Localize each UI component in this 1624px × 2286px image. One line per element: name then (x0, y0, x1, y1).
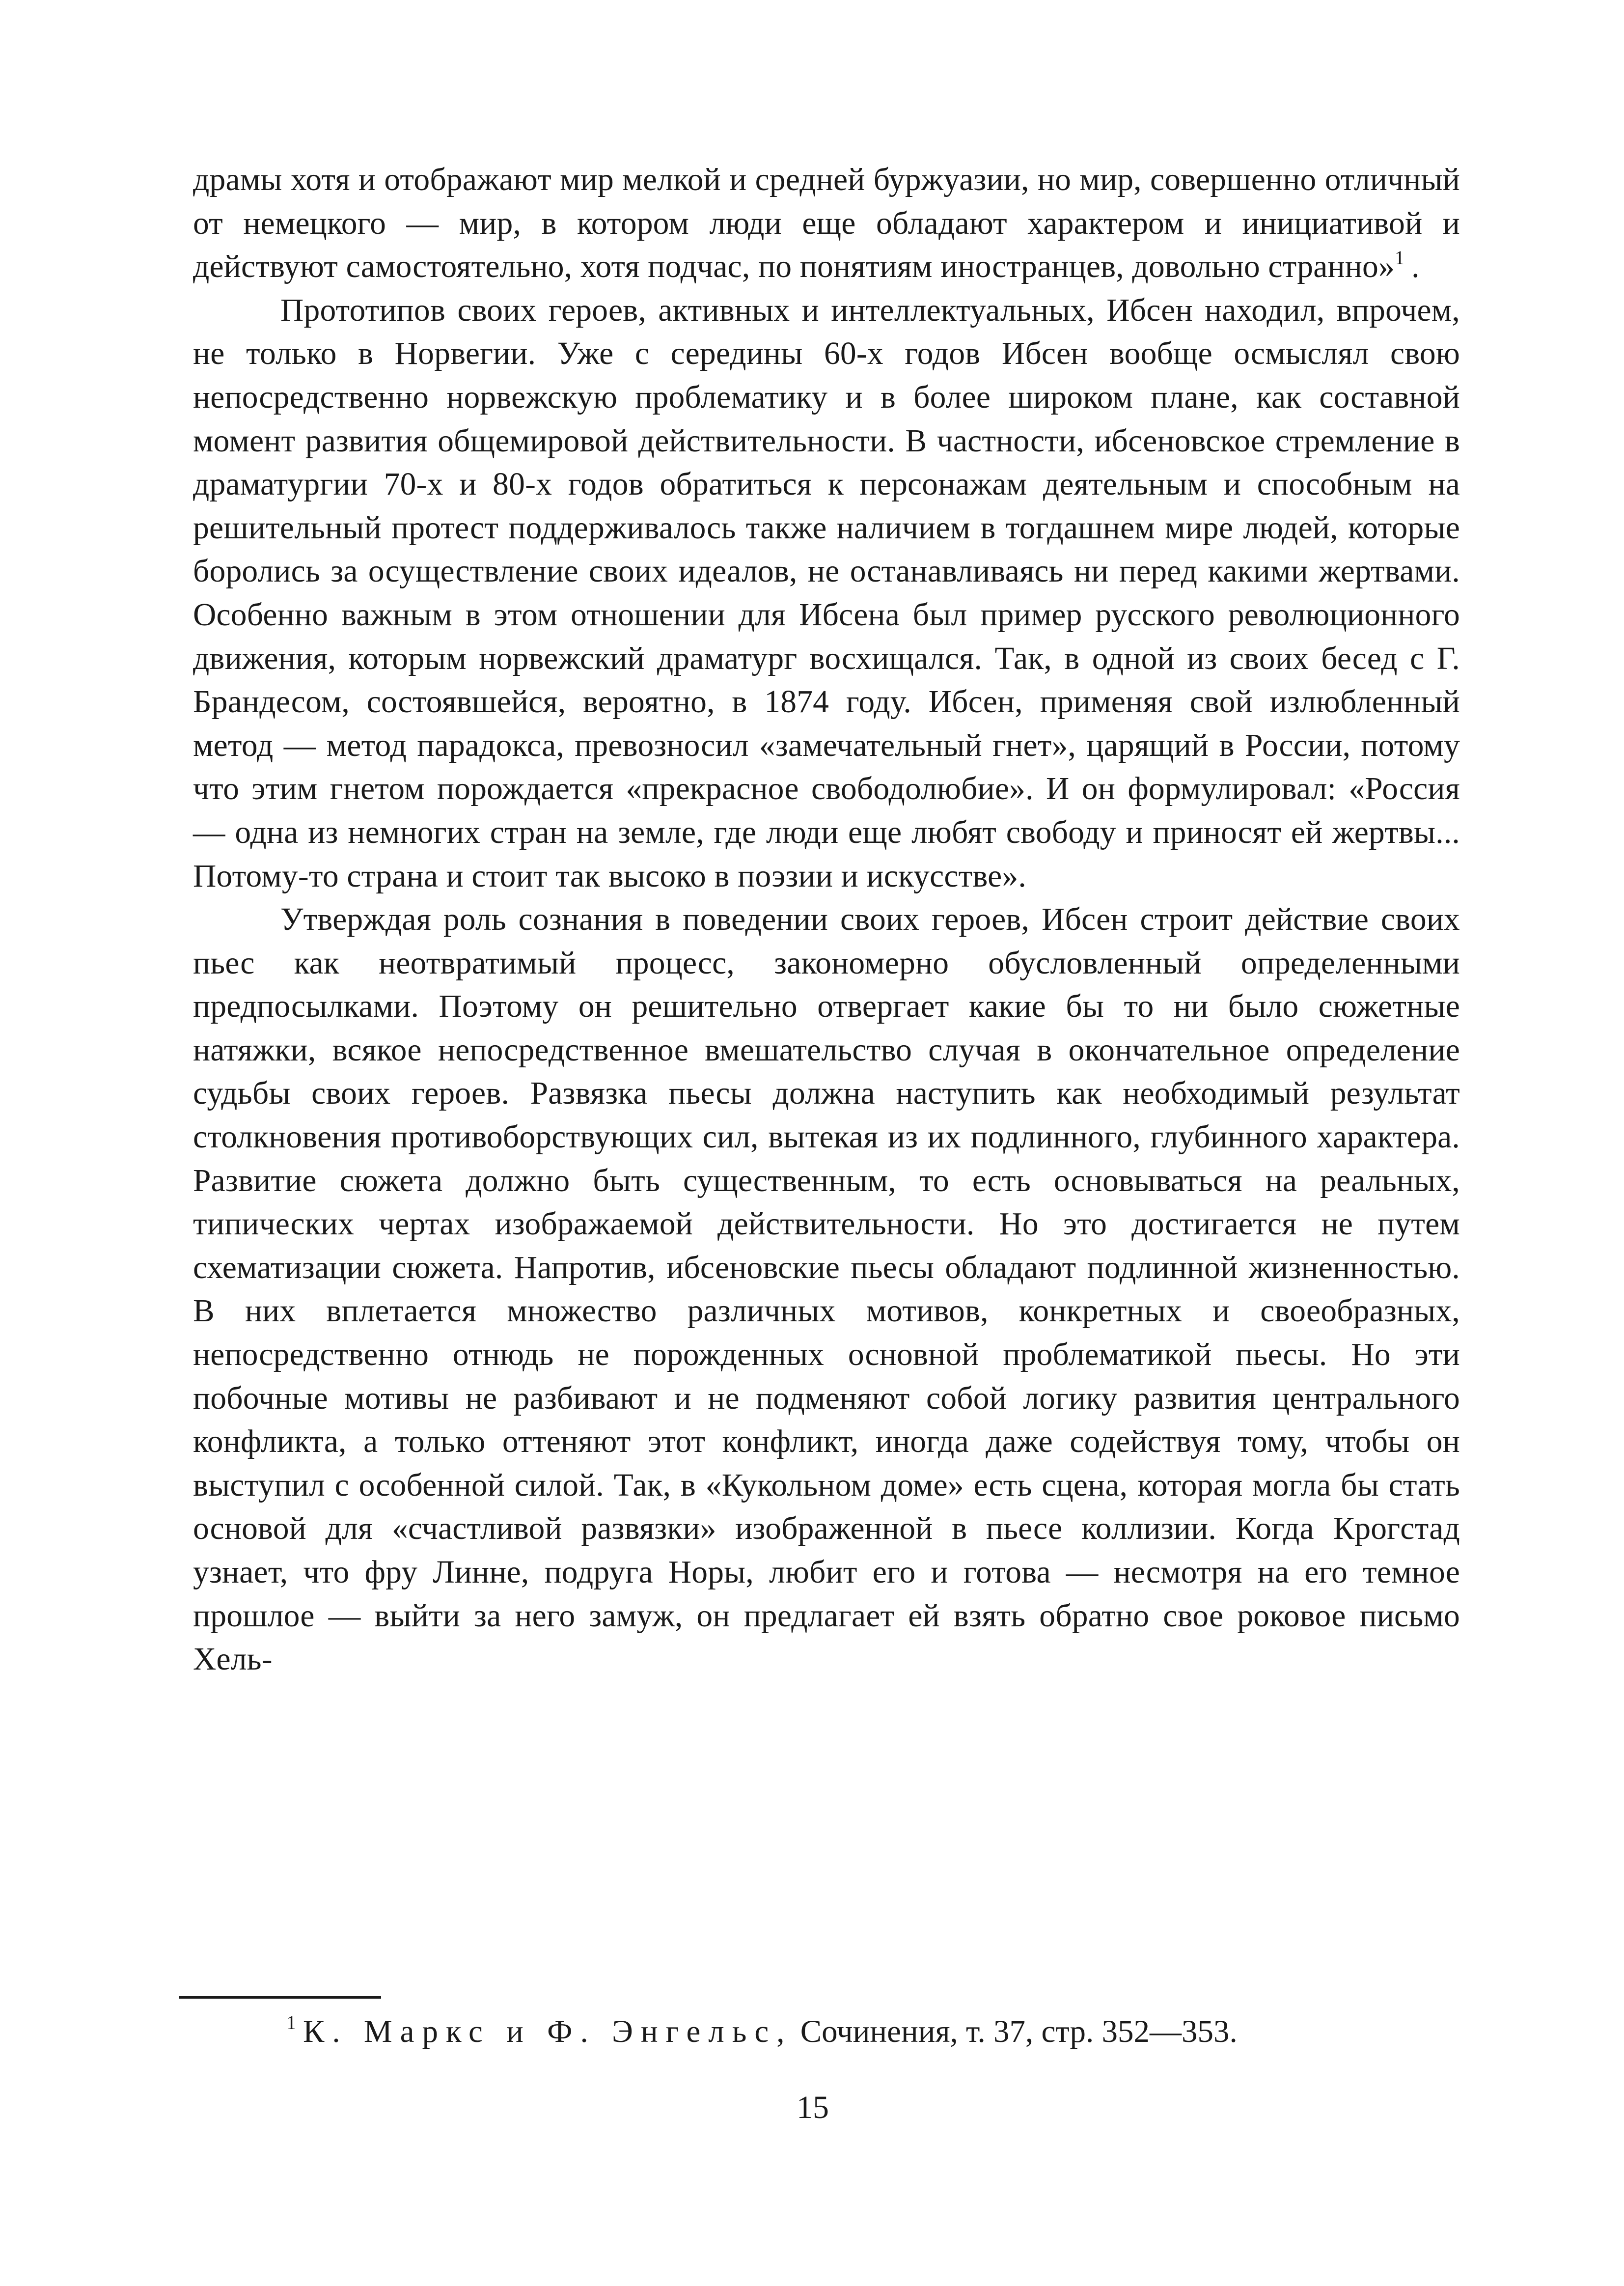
footnote-divider (179, 1996, 381, 1999)
footnote-reference: 1 (1394, 247, 1405, 269)
footnote-authors: К. Маркс и Ф. Энгельс, (303, 2014, 793, 2049)
paragraph-1 (193, 158, 1460, 289)
footnote-source: Сочинения, т. 37, стр. 352—353. (800, 2014, 1238, 2049)
paragraph-3: Утверждая роль сознания в поведении своих героев, Ибсен строит действие своих пьес как неотвратимый процесс, закономерно обусловленный определенными предпосылками. Поэтому он решительно отвергает какие бы то ни было сюжетные натяжки, всякое непосредственное вмешательство случая в окончательное определение судьбы своих героев. Развязка пьесы должна наступить как необходимый результат столкновения противоборствующих сил, вытекая из их подлинного, глубинного характера. Развитие сюжета должно быть существенным, то есть основываться на реальных, типических чертах изображаемой действительности. Но это достигается не путем схематизации сюжета. Напротив, ибсеновские пьесы обладают подлинной жизненностью. В них вплетается множество различных мотивов, конкретных и своеобразных, непосредственно отнюдь не порожденных основной проблематикой пьесы. Но эти побочные мотивы не разбивают и не подменяют собой логику развития центрального конфликта, а только оттеняют этот конфликт, иногда даже содействуя тому, чтобы он выступил с особенной силой. Так, в «Кукольном доме» есть сцена, которая могла бы стать основой для «счастливой развязки» изображенной в пьесе коллизии. Когда Крогстад узнает, что фру Линне, подруга Норы, любит его и готова — несмотря на его темное прошлое — выйти за него замуж, он предлагает ей взять обратно свое роковое письмо Хель- (193, 902, 1460, 1677)
paragraph-1-tail: . (1411, 249, 1420, 285)
footnote-mark: 1 (286, 2011, 296, 2034)
paragraph-2: Прототипов своих героев, активных и интеллектуальных, Ибсен находил, впрочем, не только в Норвегии. Уже с середины 60-х годов Ибсен вообще осмыслял свою непосредственно норвежскую проблематику и в более широком плане, как составной момент развития общемировой действительности. В частности, ибсеновское стремление в драматургии 70-х и 80-х годов обратиться к персонажам деятельным и способным на решительный протест поддерживалось также наличием в тогдашнем мире людей, которые боролись за осуществление своих идеалов, не останавливаясь ни перед какими жертвами. Особенно важным в этом отношении для Ибсена был пример русского революционного движения, которым норвежский драматург восхищался. Так, в одной из своих бесед с Г. Брандесом, состоявшейся, вероятно, в 1874 году. Ибсен, применяя свой излюбленный метод — метод парадокса, превозносил «замечательный гнет», царящий в России, потому что этим гнетом порождается «прекрасное свободолюбие». И он формулировал: «Россия — одна из немногих стран на земле, где люди еще любят свободу и приносят ей жертвы... Потому-то страна и стоит так высоко в поэзии и искусстве». (193, 292, 1460, 894)
footnote (286, 2010, 1465, 2053)
main-text (193, 158, 1460, 1681)
paragraph-1-text: драмы хотя и отображают мир мелкой и средней буржуазии, но мир, совершенно отличный от немецкого — мир, в котором люди еще обладают характером и инициативой и действуют самостоятельно, хотя подчас, по понятиям иностранцев, довольно странно» (193, 162, 1460, 285)
page-number: 15 (797, 2090, 829, 2125)
